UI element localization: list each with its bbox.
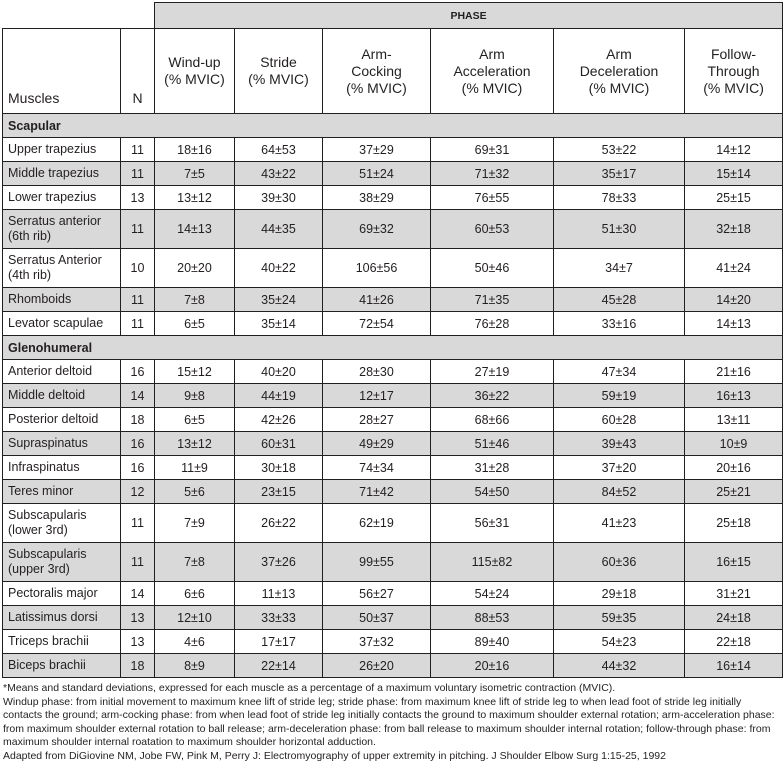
n-cell: 13 — [121, 606, 155, 630]
value-cell: 84±52 — [554, 480, 685, 504]
n-cell: 11 — [121, 312, 155, 336]
value-cell: 35±14 — [235, 312, 323, 336]
value-cell: 99±55 — [323, 543, 431, 582]
muscle-name: Middle deltoid — [8, 388, 85, 402]
value-cell: 71±42 — [323, 480, 431, 504]
muscle-name: Subscapularis — [8, 547, 87, 561]
value-cell: 26±22 — [235, 504, 323, 543]
value-cell: 56±27 — [323, 582, 431, 606]
muscle-name-cell — [3, 543, 121, 582]
value-cell: 38±29 — [323, 186, 431, 210]
muscle-name: Latissimus dorsi — [8, 610, 98, 624]
value-cell: 21±16 — [685, 360, 783, 384]
value-cell: 59±35 — [554, 606, 685, 630]
value-cell: 31±21 — [685, 582, 783, 606]
muscle-name-cell — [3, 138, 121, 162]
value-cell: 12±10 — [155, 606, 235, 630]
value-cell: 68±66 — [431, 408, 554, 432]
n-cell: 18 — [121, 408, 155, 432]
table-row — [3, 312, 783, 336]
value-cell: 37±29 — [323, 138, 431, 162]
value-cell: 7±8 — [155, 288, 235, 312]
value-cell: 13±12 — [155, 186, 235, 210]
value-cell: 44±32 — [554, 654, 685, 678]
value-cell: 32±18 — [685, 210, 783, 249]
value-cell: 44±19 — [235, 384, 323, 408]
value-cell: 44±35 — [235, 210, 323, 249]
value-cell: 69±31 — [431, 138, 554, 162]
footnote-mvic: *Means and standard deviations, expressed for each muscle as a percentage of a maximum voluntary isometric contraction (MVIC). — [3, 682, 782, 696]
section-title: Glenohumeral — [3, 336, 783, 360]
n-cell: 11 — [121, 543, 155, 582]
value-cell: 4±6 — [155, 630, 235, 654]
value-cell: 40±20 — [235, 360, 323, 384]
value-cell: 37±26 — [235, 543, 323, 582]
value-cell: 49±29 — [323, 432, 431, 456]
muscle-name: Supraspinatus — [8, 436, 88, 450]
muscle-name-detail: (6th rib) — [8, 229, 51, 243]
muscle-name-cell — [3, 360, 121, 384]
value-cell: 54±23 — [554, 630, 685, 654]
table-row — [3, 582, 783, 606]
value-cell: 53±22 — [554, 138, 685, 162]
stride-column-header: Stride (% MVIC) — [235, 29, 323, 114]
muscle-name: Anterior deltoid — [8, 364, 92, 378]
muscle-name: Teres minor — [8, 484, 73, 498]
value-cell: 51±46 — [431, 432, 554, 456]
n-cell: 11 — [121, 210, 155, 249]
value-cell: 78±33 — [554, 186, 685, 210]
n-cell: 12 — [121, 480, 155, 504]
value-cell: 41±23 — [554, 504, 685, 543]
table-row — [3, 288, 783, 312]
muscle-name-cell — [3, 288, 121, 312]
value-cell: 29±18 — [554, 582, 685, 606]
value-cell: 25±21 — [685, 480, 783, 504]
value-cell: 14±13 — [685, 312, 783, 336]
table-row — [3, 249, 783, 288]
phase-header-row — [3, 3, 783, 29]
value-cell: 14±12 — [685, 138, 783, 162]
muscle-name: Posterior deltoid — [8, 412, 98, 426]
value-cell: 18±16 — [155, 138, 235, 162]
value-cell: 34±7 — [554, 249, 685, 288]
value-cell: 72±54 — [323, 312, 431, 336]
arm-acceleration-column-header: Arm Acceleration (% MVIC) — [431, 29, 554, 114]
n-cell: 10 — [121, 249, 155, 288]
n-cell: 13 — [121, 630, 155, 654]
value-cell: 89±40 — [431, 630, 554, 654]
value-cell: 10±9 — [685, 432, 783, 456]
value-cell: 9±8 — [155, 384, 235, 408]
n-cell: 11 — [121, 288, 155, 312]
value-cell: 15±14 — [685, 162, 783, 186]
muscle-name: Serratus anterior — [8, 214, 101, 228]
value-cell: 71±35 — [431, 288, 554, 312]
muscle-name-cell — [3, 480, 121, 504]
muscle-name: Serratus Anterior — [8, 253, 102, 267]
value-cell: 16±14 — [685, 654, 783, 678]
muscle-name: Rhomboids — [8, 292, 71, 306]
value-cell: 13±12 — [155, 432, 235, 456]
muscle-name: Levator scapulae — [8, 316, 103, 330]
value-cell: 20±16 — [431, 654, 554, 678]
section-title: Scapular — [3, 114, 783, 138]
muscle-name-cell — [3, 504, 121, 543]
value-cell: 47±34 — [554, 360, 685, 384]
value-cell: 33±16 — [554, 312, 685, 336]
value-cell: 41±24 — [685, 249, 783, 288]
table-row — [3, 162, 783, 186]
value-cell: 35±24 — [235, 288, 323, 312]
value-cell: 28±27 — [323, 408, 431, 432]
value-cell: 69±32 — [323, 210, 431, 249]
value-cell: 30±18 — [235, 456, 323, 480]
follow-through-column-header: Follow- Through (% MVIC) — [685, 29, 783, 114]
value-cell: 16±13 — [685, 384, 783, 408]
value-cell: 88±53 — [431, 606, 554, 630]
value-cell: 5±6 — [155, 480, 235, 504]
value-cell: 39±30 — [235, 186, 323, 210]
n-cell: 14 — [121, 384, 155, 408]
muscle-name-detail: (upper 3rd) — [8, 562, 70, 576]
table-row — [3, 186, 783, 210]
value-cell: 25±18 — [685, 504, 783, 543]
value-cell: 50±37 — [323, 606, 431, 630]
muscle-name-detail: (lower 3rd) — [8, 523, 68, 537]
value-cell: 51±24 — [323, 162, 431, 186]
arm-deceleration-column-header: Arm Deceleration (% MVIC) — [554, 29, 685, 114]
value-cell: 15±12 — [155, 360, 235, 384]
emg-table-document — [2, 2, 782, 763]
value-cell: 17±17 — [235, 630, 323, 654]
value-cell: 6±5 — [155, 408, 235, 432]
value-cell: 8±9 — [155, 654, 235, 678]
value-cell: 6±5 — [155, 312, 235, 336]
muscle-name-cell — [3, 582, 121, 606]
value-cell: 22±18 — [685, 630, 783, 654]
value-cell: 31±28 — [431, 456, 554, 480]
muscle-name: Biceps brachii — [8, 658, 86, 672]
value-cell: 43±22 — [235, 162, 323, 186]
table-row — [3, 630, 783, 654]
muscle-name-cell — [3, 384, 121, 408]
value-cell: 106±56 — [323, 249, 431, 288]
footnote-source: Adapted from DiGiovine NM, Jobe FW, Pink M, Perry J: Electromyography of upper extremity in pitching. J Shoulder Elbow Surg 1:15-25, 1992 — [3, 750, 782, 763]
value-cell: 51±30 — [554, 210, 685, 249]
value-cell: 20±20 — [155, 249, 235, 288]
table-row — [3, 138, 783, 162]
muscle-name-cell — [3, 312, 121, 336]
n-cell: 11 — [121, 504, 155, 543]
value-cell: 71±32 — [431, 162, 554, 186]
muscle-name-cell — [3, 654, 121, 678]
value-cell: 14±13 — [155, 210, 235, 249]
value-cell: 64±53 — [235, 138, 323, 162]
muscle-name-cell — [3, 186, 121, 210]
value-cell: 14±20 — [685, 288, 783, 312]
value-cell: 76±28 — [431, 312, 554, 336]
value-cell: 7±8 — [155, 543, 235, 582]
header-blank-cell — [3, 3, 155, 29]
n-cell: 14 — [121, 582, 155, 606]
value-cell: 23±15 — [235, 480, 323, 504]
value-cell: 13±11 — [685, 408, 783, 432]
value-cell: 37±32 — [323, 630, 431, 654]
value-cell: 42±26 — [235, 408, 323, 432]
column-header-row — [3, 29, 783, 114]
table-row — [3, 480, 783, 504]
value-cell: 12±17 — [323, 384, 431, 408]
value-cell: 115±82 — [431, 543, 554, 582]
value-cell: 40±22 — [235, 249, 323, 288]
value-cell: 60±36 — [554, 543, 685, 582]
section-row — [3, 114, 783, 138]
table-row — [3, 456, 783, 480]
value-cell: 11±9 — [155, 456, 235, 480]
value-cell: 56±31 — [431, 504, 554, 543]
muscle-name-cell — [3, 606, 121, 630]
muscle-name-cell — [3, 630, 121, 654]
value-cell: 62±19 — [323, 504, 431, 543]
value-cell: 37±20 — [554, 456, 685, 480]
value-cell: 54±50 — [431, 480, 554, 504]
value-cell: 6±6 — [155, 582, 235, 606]
muscle-name: Triceps brachii — [8, 634, 89, 648]
table-row — [3, 384, 783, 408]
muscle-name: Middle trapezius — [8, 166, 99, 180]
table-row — [3, 408, 783, 432]
value-cell: 11±13 — [235, 582, 323, 606]
muscle-name-cell — [3, 249, 121, 288]
table-footnotes — [2, 682, 782, 763]
table-row — [3, 606, 783, 630]
table-row — [3, 654, 783, 678]
value-cell: 24±18 — [685, 606, 783, 630]
table-row — [3, 210, 783, 249]
value-cell: 28±30 — [323, 360, 431, 384]
value-cell: 45±28 — [554, 288, 685, 312]
value-cell: 27±19 — [431, 360, 554, 384]
value-cell: 16±15 — [685, 543, 783, 582]
muscle-name-cell — [3, 432, 121, 456]
value-cell: 60±28 — [554, 408, 685, 432]
phase-header: PHASE — [155, 3, 783, 29]
muscles-column-header: Muscles — [3, 29, 121, 114]
n-cell: 11 — [121, 138, 155, 162]
muscle-name-cell — [3, 210, 121, 249]
value-cell: 20±16 — [685, 456, 783, 480]
value-cell: 59±19 — [554, 384, 685, 408]
value-cell: 35±17 — [554, 162, 685, 186]
value-cell: 25±15 — [685, 186, 783, 210]
muscle-name: Pectoralis major — [8, 586, 98, 600]
table-row — [3, 504, 783, 543]
muscle-name: Subscapularis — [8, 508, 87, 522]
value-cell: 76±55 — [431, 186, 554, 210]
table-row — [3, 543, 783, 582]
n-cell: 16 — [121, 432, 155, 456]
muscle-name: Lower trapezius — [8, 190, 96, 204]
value-cell: 41±26 — [323, 288, 431, 312]
value-cell: 22±14 — [235, 654, 323, 678]
value-cell: 26±20 — [323, 654, 431, 678]
n-cell: 16 — [121, 456, 155, 480]
value-cell: 54±24 — [431, 582, 554, 606]
emg-table — [2, 2, 783, 678]
muscle-name-cell — [3, 162, 121, 186]
muscle-name-detail: (4th rib) — [8, 268, 51, 282]
footnote-phase-definitions: Windup phase: from initial movement to maximum knee lift of stride leg; stride phase: from maximum knee lift of stride leg to when lead foot of stride leg initially contacts the ground; arm-cocking phase: from when lead foot of stride leg initially contacts the ground to maximum shoulder external rotation; arm-acceleration phase: from maximum shoulder external rotation to ball release; arm-deceleration phase: from ball release to maximum shoulder internal rotation; follow-through phase: from maximum shoulder internal roatation to maximum shoulder horizontal adduction. — [3, 696, 782, 750]
n-cell: 18 — [121, 654, 155, 678]
value-cell: 50±46 — [431, 249, 554, 288]
n-cell: 13 — [121, 186, 155, 210]
windup-column-header: Wind-up (% MVIC) — [155, 29, 235, 114]
muscle-name: Infraspinatus — [8, 460, 80, 474]
value-cell: 39±43 — [554, 432, 685, 456]
muscle-name-cell — [3, 408, 121, 432]
table-row — [3, 432, 783, 456]
n-cell: 11 — [121, 162, 155, 186]
muscle-name-cell — [3, 456, 121, 480]
arm-cocking-column-header: Arm- Cocking (% MVIC) — [323, 29, 431, 114]
table-body — [3, 114, 783, 678]
table-row — [3, 360, 783, 384]
n-cell: 16 — [121, 360, 155, 384]
muscle-name: Upper trapezius — [8, 142, 96, 156]
value-cell: 74±34 — [323, 456, 431, 480]
value-cell: 60±31 — [235, 432, 323, 456]
value-cell: 7±5 — [155, 162, 235, 186]
value-cell: 60±53 — [431, 210, 554, 249]
section-row — [3, 336, 783, 360]
value-cell: 36±22 — [431, 384, 554, 408]
n-column-header: N — [121, 29, 155, 114]
value-cell: 7±9 — [155, 504, 235, 543]
value-cell: 33±33 — [235, 606, 323, 630]
